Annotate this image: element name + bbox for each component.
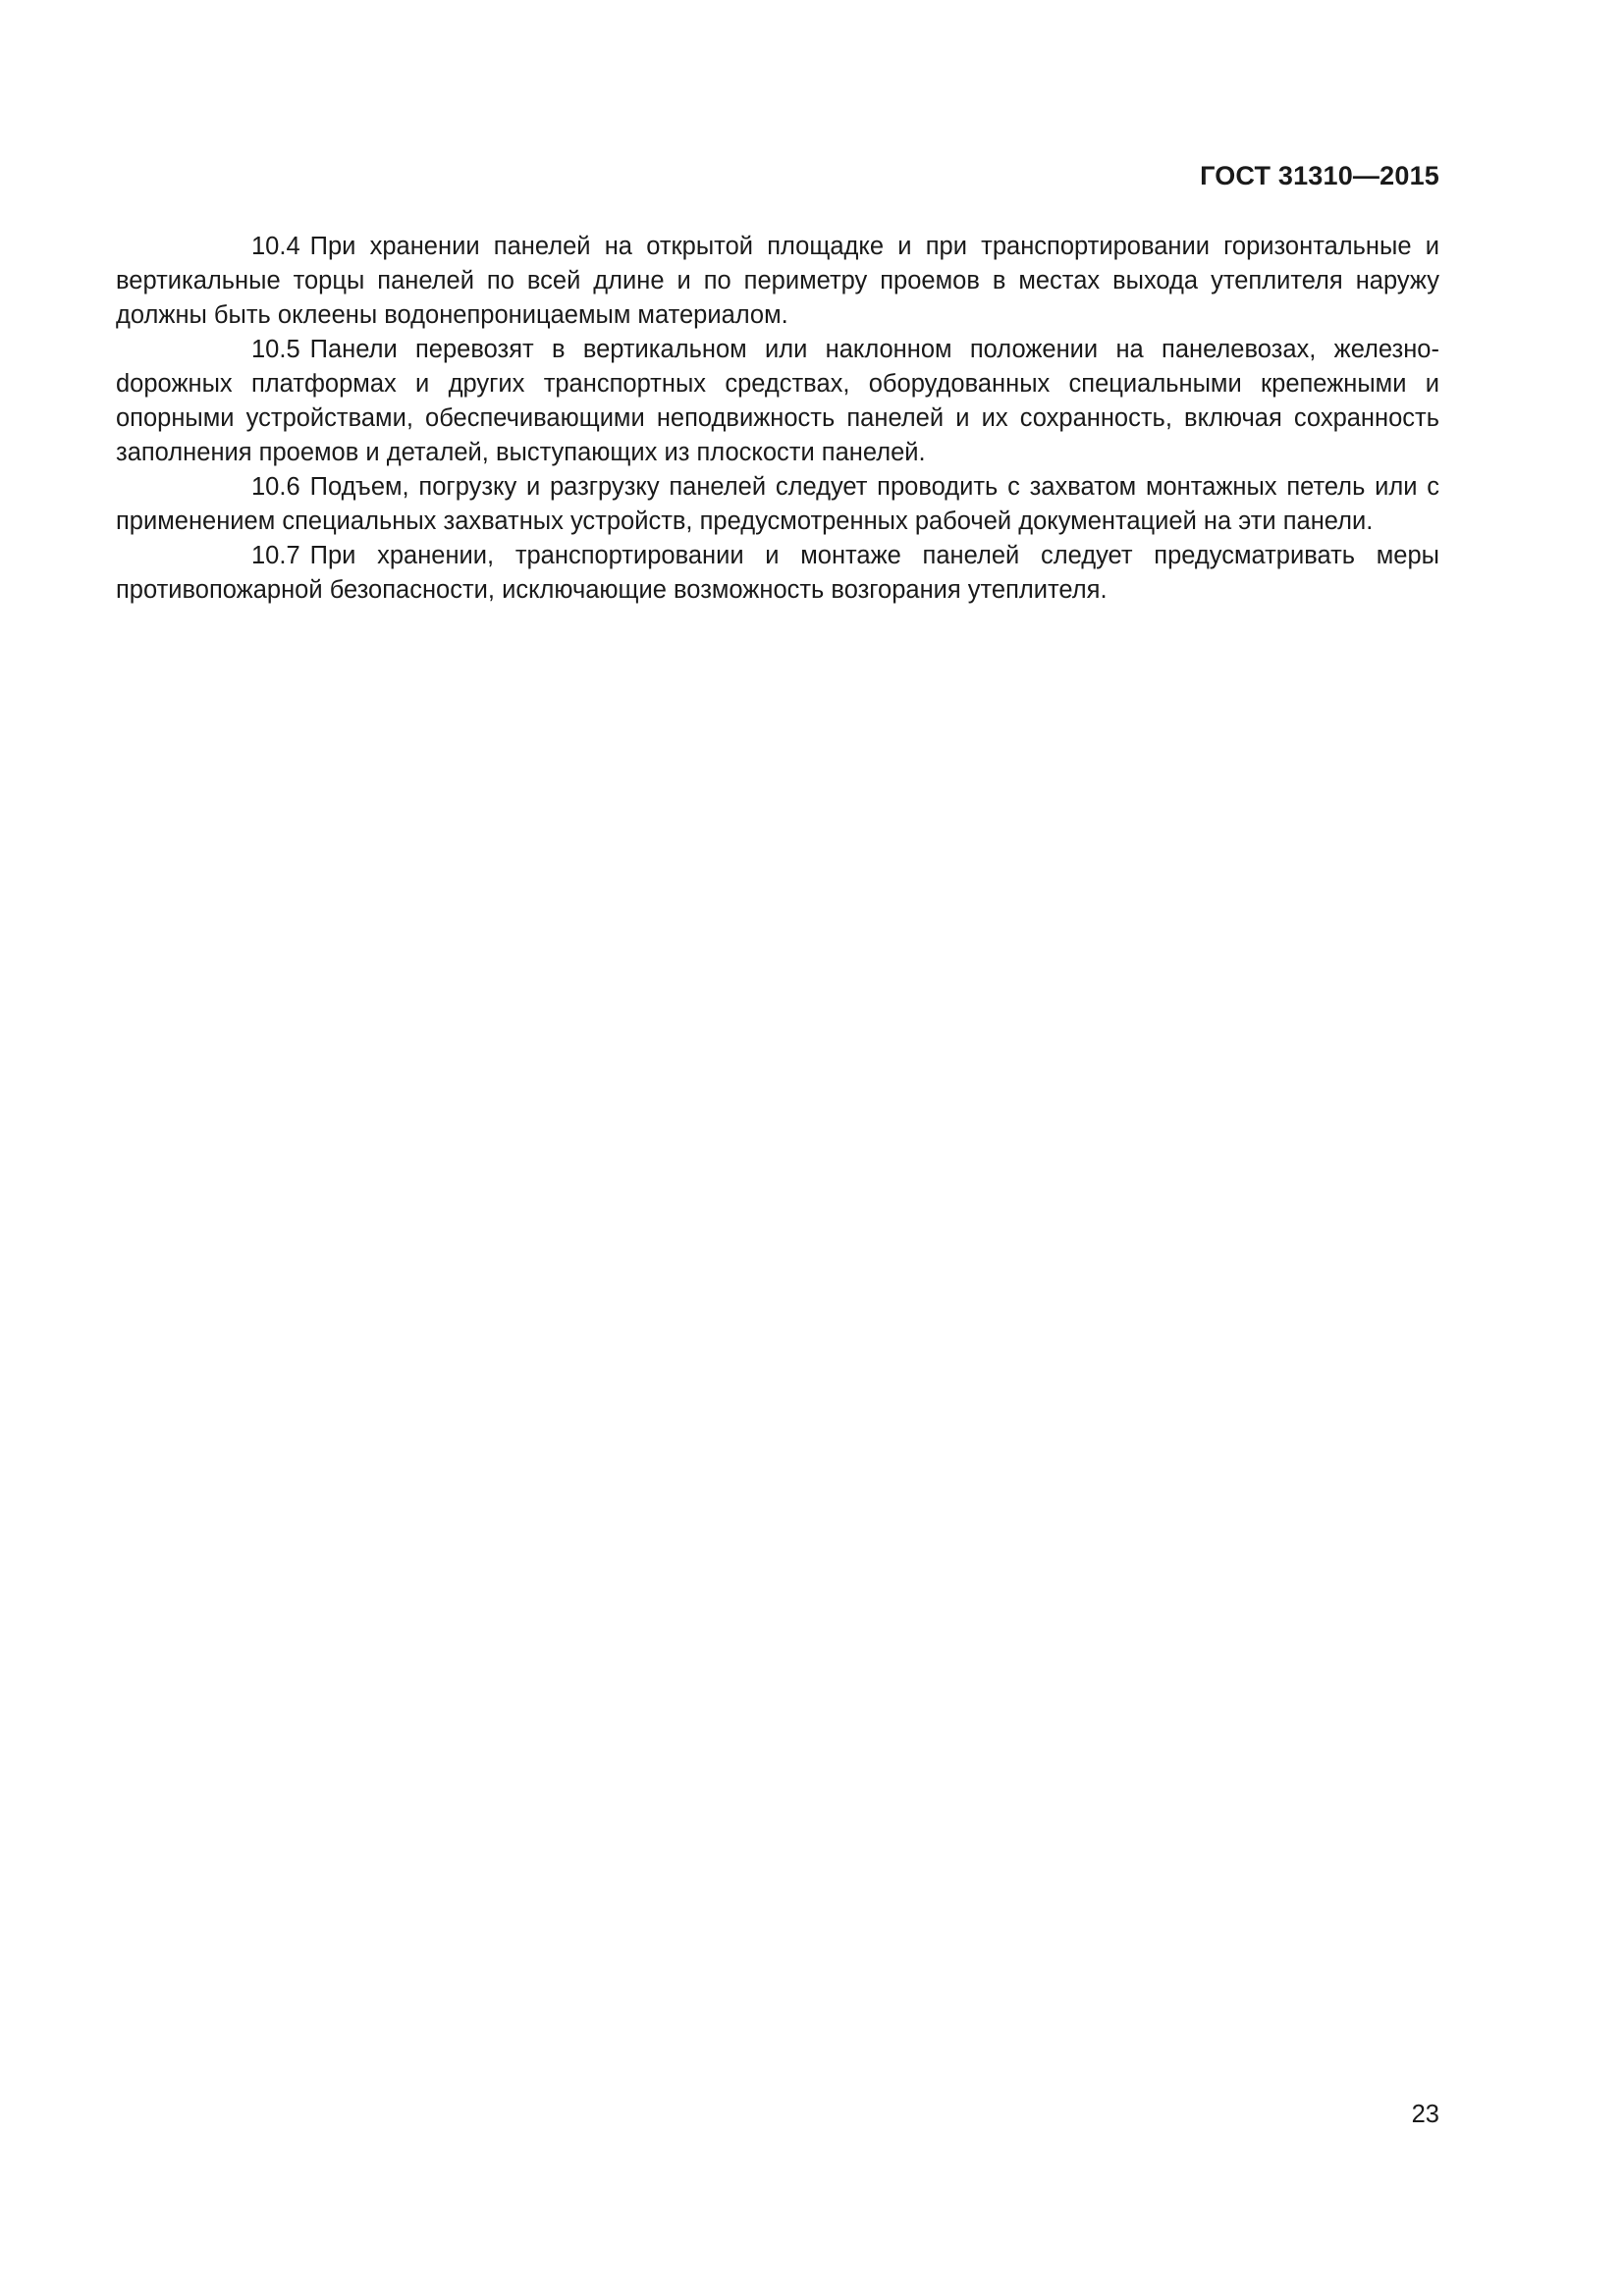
section-text: При хранении панелей на открытой площадке и при транспортировании горизонтальные и вертикальные торцы панелей по всей длине и по периметру проемов в местах выхода утеплителя наружу должны быть оклеены водонепроницаемым материалом. (116, 233, 1439, 329)
section-10-7 (116, 539, 1439, 608)
section-number: 10.5 (251, 336, 300, 363)
section-text: Панели перевозят в вертикальном или наклонном положении на панелевозах, железноdорожных платформах и других транспортных средствах, оборудованных специальными крепежными и опорными устройствами, обеспечивающими неподвижность панелей и их сохранность, включая сохранность заполнения проемов и деталей, выступающих из плоскости панелей. (116, 336, 1439, 466)
document-body (116, 230, 1439, 608)
section-number: 10.6 (251, 473, 300, 501)
section-number: 10.4 (251, 233, 300, 260)
section-text: При хранении, транспортировании и монтаже панелей следует предусматривать меры противопожарной безопасности, исключающие возможность возгорания утеплителя. (116, 542, 1439, 604)
section-10-6 (116, 470, 1439, 539)
section-10-5 (116, 333, 1439, 470)
section-number: 10.7 (251, 542, 300, 569)
section-text: Подъем, погрузку и разгрузку панелей следует проводить с захватом монтажных петель или с применением специальных захватных устройств, предусмотренных рабочей документацией на эти панели. (116, 473, 1439, 535)
page-number: 23 (1411, 2101, 1439, 2128)
section-10-4 (116, 230, 1439, 333)
document-standard-header: ГОСТ 31310—2015 (1200, 161, 1439, 190)
